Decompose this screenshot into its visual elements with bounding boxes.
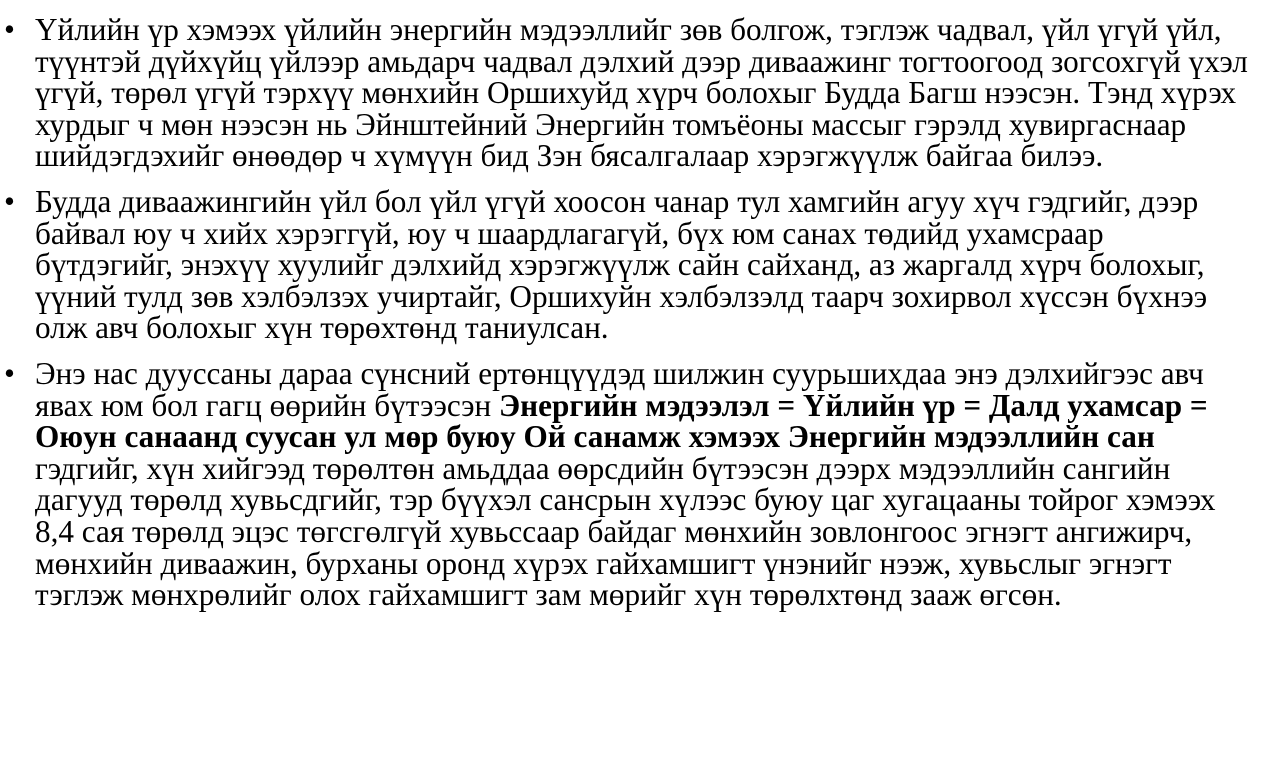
bullet-text-emphasis: Энергийн мэдээлэл = Үйлийн үр = Далд ухамсар = Оюун санаанд суусан ул мөр буюу Ой санамж хэмээх Энергийн мэдээллийн сан: [35, 387, 1208, 455]
bullet-text: Үйлийн үр хэмээх үйлийн энергийн мэдээллийг зөв болгож, тэглэж чадвал, үйл үгүй үйл, түүнтэй дүйхүйц үйлээр амьдарч чадвал дэлхий дээр диваажинг тогтоогоод зогсохгүй үхэл үгүй, төрөл үгүй тэрхүү мөнхийн Оршихуйд хүрч болохыг Будда Багш нээсэн. Тэнд хүрэх хурдыг ч мөн нээсэн нь Эйнштейний Энергийн томъёоны массыг гэрэлд хувиргаснаар шийдэгдэхийг өнөөдөр ч хүмүүн бид Зэн бясалгалаар хэрэгжүүлж байгаа билээ.: [35, 12, 1248, 174]
bullet-text-tail: гэдгийг, хүн хийгээд төрөлтөн амьддаа өөрсдийн бүтээсэн дээрх мэдээллийн сангийн дагууд төрөлд хувьсдгийг, тэр бүүхэл сансрын хүлээс буюу цаг хугацааны тойрог хэмээх 8,4 сая төрөлд эцэс төгсгөлгүй хувьссаар байдаг мөнхийн зовлонгоос эгнэгт ангижирч, мөнхийн диваажин, бурханы оронд хүрэх гайхамшигт үнэнийг нээж, хувьслыг эгнэгт тэглэж мөнхрөлийг олох гайхамшигт зам мөрийг хүн төрөлхтөнд зааж өгсөн.: [35, 450, 1216, 613]
bullet-text-lead: Энэ нас дуусcаны дараа сүнсний ертөнцүүдэд шилжин суурьшихдаа энэ дэлхийгээс авч явах юм бол гагц өөрийн бүтээсэн: [35, 355, 1204, 423]
bullet-item-3: [4, 355, 1249, 613]
bullet-item-1: [4, 14, 1249, 172]
bullet-marker: •: [4, 12, 15, 47]
bullet-marker: •: [4, 355, 15, 391]
bullet-text: Будда диваажингийн үйл бол үйл үгүй хоосон чанар тул хамгийн агуу хүч гэдгийг, дээр байвал юу ч хийх хэрэггүй, юу ч шаардлагагүй, бүх юм санах төдийд ухамсраар бүтдэгийг, энэхүү хуулийг дэлхийд хэрэгжүүлж сайн сайханд, аз жаргалд хүрч болохыг, үүний тулд зөв хэлбэлзэх учиртайг, Оршихуйн хэлбэлзэлд таарч зохирвол хүссэн бүхнээ олж авч болохыг хүн төрөхтөнд таниулсан.: [35, 183, 1208, 346]
bullet-item-2: [4, 183, 1249, 346]
bullet-list: [4, 14, 1249, 611]
bullet-marker: •: [4, 183, 15, 219]
